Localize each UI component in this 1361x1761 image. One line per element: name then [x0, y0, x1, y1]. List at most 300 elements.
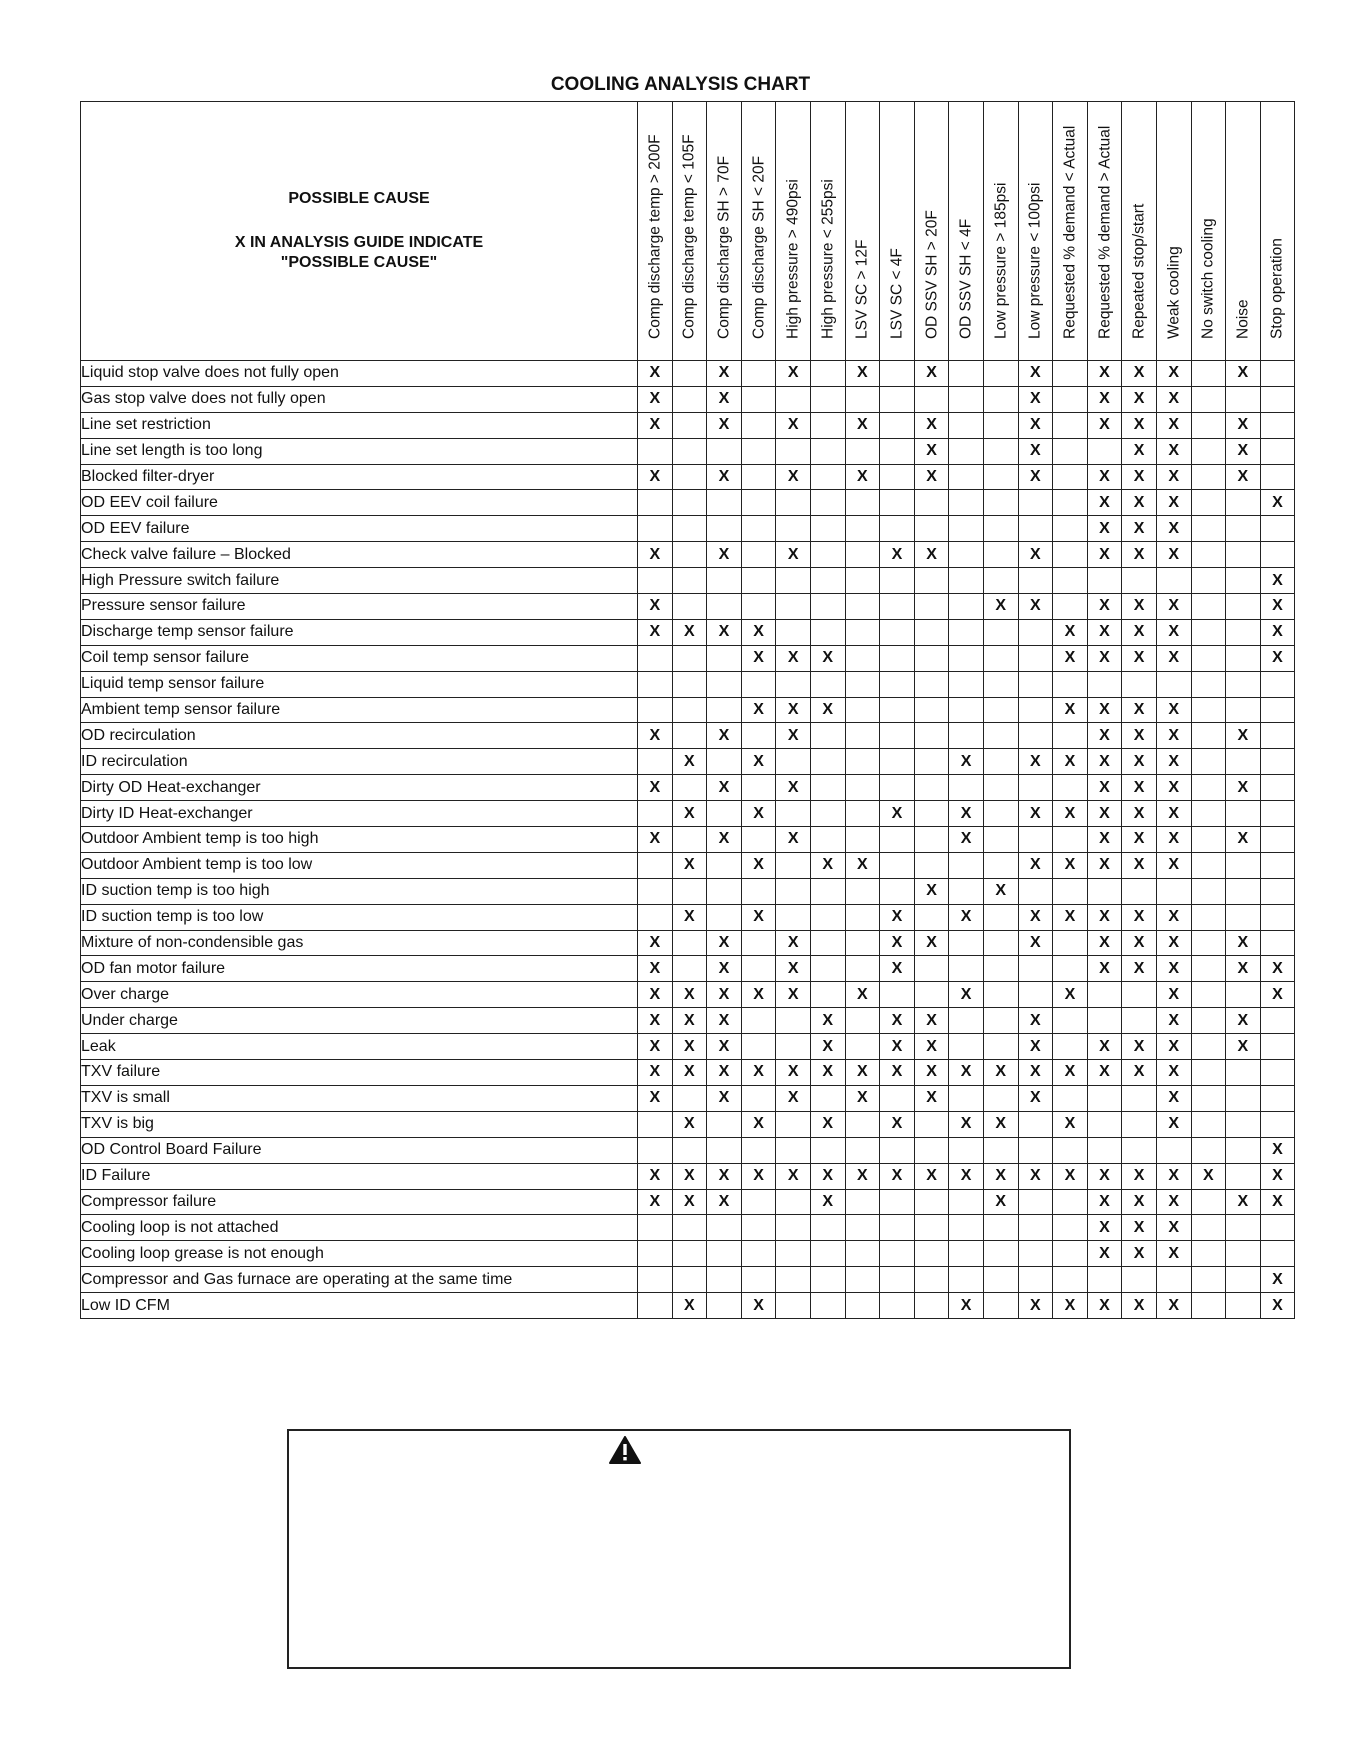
mark-cell — [880, 645, 915, 671]
mark-cell — [776, 1241, 811, 1267]
mark-cell — [880, 749, 915, 775]
table-row — [81, 956, 1295, 982]
mark-cell: X — [1018, 904, 1053, 930]
mark-cell — [1087, 1267, 1122, 1293]
mark-cell — [741, 1034, 776, 1060]
mark-cell — [914, 827, 949, 853]
mark-cell — [1156, 878, 1191, 904]
mark-cell — [638, 645, 673, 671]
mark-cell — [1053, 386, 1088, 412]
mark-cell — [1191, 1008, 1226, 1034]
mark-cell — [1260, 852, 1295, 878]
cause-cell: Liquid stop valve does not fully open — [81, 361, 638, 387]
mark-cell — [810, 619, 845, 645]
mark-cell: X — [1156, 827, 1191, 853]
mark-cell: X — [1087, 594, 1122, 620]
mark-cell: X — [707, 982, 742, 1008]
mark-cell: X — [1156, 1293, 1191, 1319]
mark-cell: X — [914, 412, 949, 438]
mark-cell: X — [1087, 1034, 1122, 1060]
mark-cell — [1018, 982, 1053, 1008]
mark-cell: X — [1122, 490, 1157, 516]
mark-cell: X — [1122, 723, 1157, 749]
mark-cell — [1087, 568, 1122, 594]
mark-cell — [741, 438, 776, 464]
mark-cell — [1018, 516, 1053, 542]
table-row — [81, 1111, 1295, 1137]
mark-cell: X — [638, 956, 673, 982]
mark-cell — [983, 827, 1018, 853]
mark-cell — [880, 594, 915, 620]
possible-cause-label: POSSIBLE CAUSE — [288, 190, 430, 207]
mark-cell — [880, 568, 915, 594]
mark-cell: X — [880, 1008, 915, 1034]
table-body — [81, 361, 1295, 1319]
mark-cell — [880, 1215, 915, 1241]
column-header — [672, 102, 707, 361]
column-header — [1260, 102, 1295, 361]
mark-cell — [1018, 645, 1053, 671]
mark-cell: X — [1122, 1293, 1157, 1319]
mark-cell: X — [1053, 1163, 1088, 1189]
mark-cell: X — [1122, 697, 1157, 723]
mark-cell — [1226, 490, 1261, 516]
mark-cell — [914, 749, 949, 775]
mark-cell — [1260, 827, 1295, 853]
mark-cell — [949, 1034, 984, 1060]
cause-cell: OD recirculation — [81, 723, 638, 749]
mark-cell — [1226, 542, 1261, 568]
mark-cell: X — [741, 1293, 776, 1319]
table-row — [81, 361, 1295, 387]
mark-cell: X — [1260, 1137, 1295, 1163]
mark-cell — [707, 1215, 742, 1241]
mark-cell — [1122, 1267, 1157, 1293]
table-row — [81, 1034, 1295, 1060]
cause-cell: ID recirculation — [81, 749, 638, 775]
mark-cell — [672, 723, 707, 749]
mark-cell — [983, 361, 1018, 387]
table-row — [81, 904, 1295, 930]
cause-cell: Compressor and Gas furnace are operating at the same time — [81, 1267, 638, 1293]
mark-cell — [1156, 568, 1191, 594]
mark-cell — [741, 1215, 776, 1241]
mark-cell — [1087, 671, 1122, 697]
mark-cell: X — [1260, 1293, 1295, 1319]
column-header — [1122, 102, 1157, 361]
mark-cell: X — [1156, 490, 1191, 516]
mark-cell: X — [1226, 1034, 1261, 1060]
mark-cell — [810, 801, 845, 827]
mark-cell — [1191, 982, 1226, 1008]
column-header — [949, 102, 984, 361]
mark-cell — [810, 1241, 845, 1267]
mark-cell: X — [707, 1189, 742, 1215]
mark-cell — [741, 1008, 776, 1034]
mark-cell: X — [1018, 464, 1053, 490]
mark-cell: X — [672, 982, 707, 1008]
mark-cell: X — [638, 464, 673, 490]
mark-cell: X — [1087, 723, 1122, 749]
mark-cell — [810, 749, 845, 775]
mark-cell — [741, 775, 776, 801]
table-row — [81, 697, 1295, 723]
mark-cell — [949, 1267, 984, 1293]
mark-cell: X — [983, 1060, 1018, 1086]
cause-cell: Line set length is too long — [81, 438, 638, 464]
table-row — [81, 749, 1295, 775]
table-row — [81, 1085, 1295, 1111]
column-header-label: No switch cooling — [1199, 218, 1217, 339]
mark-cell — [845, 1189, 880, 1215]
mark-cell — [638, 1111, 673, 1137]
table-row — [81, 464, 1295, 490]
table-row — [81, 1189, 1295, 1215]
mark-cell — [707, 749, 742, 775]
mark-cell: X — [1087, 1215, 1122, 1241]
mark-cell — [1018, 568, 1053, 594]
mark-cell — [1156, 671, 1191, 697]
mark-cell: X — [672, 1111, 707, 1137]
mark-cell — [1260, 361, 1295, 387]
mark-cell — [741, 542, 776, 568]
mark-cell — [949, 878, 984, 904]
mark-cell — [1156, 1137, 1191, 1163]
mark-cell: X — [914, 1060, 949, 1086]
mark-cell: X — [880, 930, 915, 956]
mark-cell — [880, 490, 915, 516]
mark-cell — [880, 775, 915, 801]
mark-cell: X — [741, 982, 776, 1008]
mark-cell — [810, 671, 845, 697]
mark-cell — [810, 412, 845, 438]
mark-cell: X — [672, 1189, 707, 1215]
cause-cell: Mixture of non-condensible gas — [81, 930, 638, 956]
cause-cell: OD EEV coil failure — [81, 490, 638, 516]
mark-cell — [983, 1085, 1018, 1111]
mark-cell — [914, 1267, 949, 1293]
mark-cell: X — [880, 801, 915, 827]
mark-cell — [741, 671, 776, 697]
mark-cell: X — [1053, 1111, 1088, 1137]
mark-cell — [776, 852, 811, 878]
mark-cell: X — [1260, 1163, 1295, 1189]
mark-cell: X — [845, 464, 880, 490]
mark-cell: X — [776, 464, 811, 490]
mark-cell — [949, 1008, 984, 1034]
column-header-label: Low pressure < 100psi — [1026, 182, 1044, 339]
mark-cell — [776, 801, 811, 827]
mark-cell — [1226, 1267, 1261, 1293]
mark-cell — [810, 878, 845, 904]
table-row — [81, 386, 1295, 412]
mark-cell — [672, 542, 707, 568]
mark-cell — [1191, 852, 1226, 878]
mark-cell — [983, 568, 1018, 594]
mark-cell — [983, 1241, 1018, 1267]
mark-cell — [1018, 1241, 1053, 1267]
mark-cell: X — [1122, 1060, 1157, 1086]
mark-cell — [1087, 1085, 1122, 1111]
mark-cell — [1226, 1163, 1261, 1189]
mark-cell — [741, 1137, 776, 1163]
mark-cell — [983, 956, 1018, 982]
mark-cell — [1018, 878, 1053, 904]
mark-cell — [776, 1293, 811, 1319]
mark-cell — [1053, 878, 1088, 904]
mark-cell: X — [1087, 775, 1122, 801]
mark-cell: X — [1226, 930, 1261, 956]
mark-cell — [914, 1215, 949, 1241]
mark-cell: X — [1018, 438, 1053, 464]
mark-cell: X — [741, 904, 776, 930]
mark-cell: X — [707, 1034, 742, 1060]
mark-cell: X — [707, 1085, 742, 1111]
mark-cell: X — [1156, 749, 1191, 775]
mark-cell: X — [638, 594, 673, 620]
mark-cell: X — [914, 1085, 949, 1111]
mark-cell: X — [1260, 490, 1295, 516]
mark-cell — [776, 1008, 811, 1034]
mark-cell — [914, 723, 949, 749]
mark-cell: X — [1053, 697, 1088, 723]
mark-cell: X — [1226, 723, 1261, 749]
mark-cell: X — [1156, 1163, 1191, 1189]
mark-cell — [845, 594, 880, 620]
mark-cell: X — [1122, 1189, 1157, 1215]
mark-cell — [983, 801, 1018, 827]
mark-cell — [1191, 671, 1226, 697]
mark-cell — [672, 930, 707, 956]
mark-cell: X — [672, 852, 707, 878]
mark-cell: X — [1156, 361, 1191, 387]
mark-cell: X — [880, 1060, 915, 1086]
mark-cell — [1260, 775, 1295, 801]
mark-cell: X — [1018, 361, 1053, 387]
mark-cell: X — [638, 1060, 673, 1086]
mark-cell — [914, 801, 949, 827]
mark-cell — [672, 775, 707, 801]
mark-cell — [707, 516, 742, 542]
mark-cell: X — [776, 412, 811, 438]
table-row — [81, 827, 1295, 853]
mark-cell: X — [1260, 594, 1295, 620]
mark-cell — [1226, 801, 1261, 827]
mark-cell — [880, 1085, 915, 1111]
mark-cell — [949, 568, 984, 594]
mark-cell — [1191, 1085, 1226, 1111]
mark-cell: X — [949, 1293, 984, 1319]
mark-cell — [983, 464, 1018, 490]
mark-cell — [810, 516, 845, 542]
mark-cell — [1191, 490, 1226, 516]
column-header — [1226, 102, 1261, 361]
mark-cell — [707, 852, 742, 878]
mark-cell — [983, 1215, 1018, 1241]
mark-cell: X — [1156, 904, 1191, 930]
mark-cell — [1191, 956, 1226, 982]
mark-cell — [1226, 852, 1261, 878]
mark-cell — [1156, 1267, 1191, 1293]
mark-cell — [983, 412, 1018, 438]
mark-cell — [707, 1241, 742, 1267]
mark-cell — [1087, 1008, 1122, 1034]
cause-cell: Liquid temp sensor failure — [81, 671, 638, 697]
mark-cell: X — [914, 1034, 949, 1060]
mark-cell: X — [1087, 749, 1122, 775]
mark-cell: X — [672, 1293, 707, 1319]
mark-cell — [776, 516, 811, 542]
mark-cell: X — [1156, 594, 1191, 620]
mark-cell: X — [638, 723, 673, 749]
mark-cell: X — [1053, 982, 1088, 1008]
mark-cell: X — [1156, 464, 1191, 490]
cause-cell: Cooling loop grease is not enough — [81, 1241, 638, 1267]
cause-cell: Coil temp sensor failure — [81, 645, 638, 671]
mark-cell — [1122, 878, 1157, 904]
mark-cell — [845, 904, 880, 930]
mark-cell — [880, 1293, 915, 1319]
mark-cell: X — [776, 1060, 811, 1086]
mark-cell: X — [845, 1060, 880, 1086]
mark-cell — [1260, 723, 1295, 749]
mark-cell — [810, 827, 845, 853]
mark-cell: X — [810, 645, 845, 671]
mark-cell — [983, 1034, 1018, 1060]
column-header — [1156, 102, 1191, 361]
mark-cell — [776, 1034, 811, 1060]
mark-cell: X — [638, 982, 673, 1008]
mark-cell: X — [1226, 361, 1261, 387]
mark-cell — [776, 568, 811, 594]
mark-cell — [810, 386, 845, 412]
column-header — [1018, 102, 1053, 361]
mark-cell: X — [638, 361, 673, 387]
mark-cell — [776, 904, 811, 930]
mark-cell: X — [1087, 464, 1122, 490]
mark-cell: X — [1156, 412, 1191, 438]
mark-cell: X — [1087, 956, 1122, 982]
mark-cell: X — [672, 1060, 707, 1086]
mark-cell: X — [707, 956, 742, 982]
mark-cell: X — [1087, 645, 1122, 671]
cause-cell: OD fan motor failure — [81, 956, 638, 982]
mark-cell — [1260, 1085, 1295, 1111]
mark-cell: X — [1018, 1163, 1053, 1189]
mark-cell — [845, 645, 880, 671]
mark-cell: X — [1122, 827, 1157, 853]
mark-cell — [1018, 827, 1053, 853]
mark-cell: X — [1156, 1034, 1191, 1060]
mark-cell — [949, 516, 984, 542]
mark-cell: X — [983, 878, 1018, 904]
mark-cell: X — [672, 904, 707, 930]
mark-cell — [1191, 723, 1226, 749]
mark-cell: X — [776, 1163, 811, 1189]
mark-cell — [1191, 1241, 1226, 1267]
table-row — [81, 1293, 1295, 1319]
mark-cell — [672, 827, 707, 853]
mark-cell — [810, 361, 845, 387]
mark-cell — [638, 904, 673, 930]
column-header — [914, 102, 949, 361]
mark-cell — [1260, 1034, 1295, 1060]
mark-cell: X — [1156, 775, 1191, 801]
mark-cell — [914, 956, 949, 982]
mark-cell — [672, 956, 707, 982]
cause-cell: OD EEV failure — [81, 516, 638, 542]
mark-cell — [1226, 1293, 1261, 1319]
mark-cell — [1191, 361, 1226, 387]
mark-cell: X — [672, 1163, 707, 1189]
column-header-label: Comp discharge temp < 105F — [680, 134, 698, 339]
mark-cell — [1053, 412, 1088, 438]
mark-cell — [1053, 594, 1088, 620]
mark-cell — [707, 645, 742, 671]
mark-cell — [1191, 827, 1226, 853]
mark-cell — [741, 723, 776, 749]
mark-cell — [672, 1085, 707, 1111]
mark-cell — [949, 645, 984, 671]
mark-cell — [845, 1241, 880, 1267]
mark-cell — [983, 1293, 1018, 1319]
mark-cell: X — [1226, 827, 1261, 853]
mark-cell — [1226, 904, 1261, 930]
mark-cell: X — [1087, 930, 1122, 956]
table-row — [81, 542, 1295, 568]
column-header-label: High pressure < 255psi — [819, 179, 837, 339]
mark-cell — [1191, 386, 1226, 412]
mark-cell — [845, 723, 880, 749]
cause-cell: Gas stop valve does not fully open — [81, 386, 638, 412]
cause-cell: ID suction temp is too high — [81, 878, 638, 904]
mark-cell — [1260, 878, 1295, 904]
mark-cell: X — [707, 1163, 742, 1189]
mark-cell — [1260, 801, 1295, 827]
mark-cell — [672, 361, 707, 387]
mark-cell — [638, 1137, 673, 1163]
mark-cell: X — [1053, 1060, 1088, 1086]
mark-cell: X — [776, 645, 811, 671]
mark-cell — [880, 464, 915, 490]
mark-cell — [776, 878, 811, 904]
mark-cell — [638, 1267, 673, 1293]
mark-cell — [1191, 1137, 1226, 1163]
mark-cell — [707, 594, 742, 620]
mark-cell: X — [1122, 852, 1157, 878]
mark-cell — [1087, 438, 1122, 464]
mark-cell: X — [1156, 619, 1191, 645]
mark-cell: X — [1122, 594, 1157, 620]
mark-cell — [1053, 671, 1088, 697]
mark-cell — [845, 438, 880, 464]
cause-cell: Dirty ID Heat-exchanger — [81, 801, 638, 827]
mark-cell: X — [1122, 361, 1157, 387]
mark-cell: X — [672, 619, 707, 645]
mark-cell — [1191, 619, 1226, 645]
table-row — [81, 801, 1295, 827]
mark-cell — [707, 878, 742, 904]
mark-cell — [1053, 1215, 1088, 1241]
mark-cell — [638, 1241, 673, 1267]
mark-cell — [880, 827, 915, 853]
mark-cell — [1018, 1189, 1053, 1215]
cause-cell: ID Failure — [81, 1163, 638, 1189]
mark-cell — [1226, 982, 1261, 1008]
mark-cell — [845, 490, 880, 516]
table-row — [81, 775, 1295, 801]
mark-cell: X — [1018, 801, 1053, 827]
